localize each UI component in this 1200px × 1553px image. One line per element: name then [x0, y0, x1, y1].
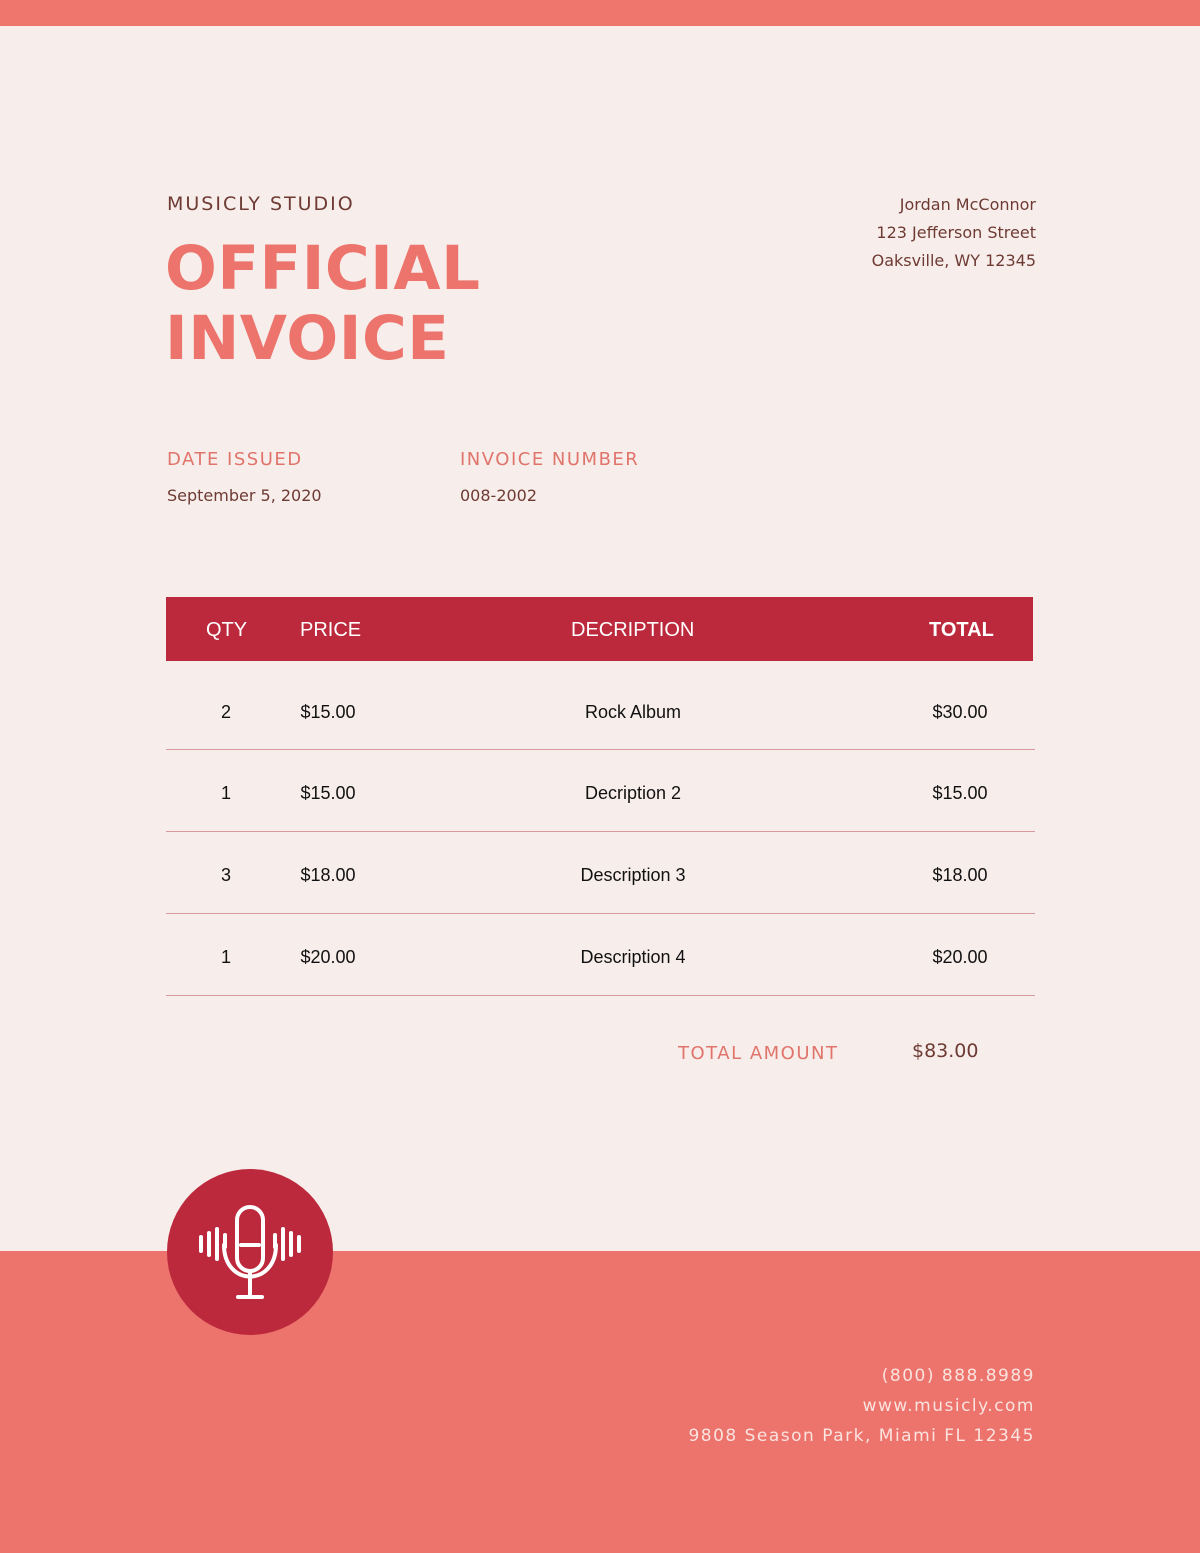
- company-name: MUSICLY STUDIO: [167, 193, 355, 215]
- row-price: $20.00: [300, 947, 356, 967]
- header-description: DECRIPTION: [571, 619, 695, 641]
- row-total: $20.00: [932, 947, 988, 967]
- date-issued-value: September 5, 2020: [167, 486, 322, 505]
- table-row: [166, 661, 1035, 750]
- invoice-number-label: INVOICE NUMBER: [460, 449, 640, 470]
- contact-phone: (800) 888.8989: [881, 1366, 1035, 1386]
- bill-to-address: [872, 191, 1036, 275]
- row-price: $18.00: [300, 865, 356, 885]
- header-qty: QTY: [206, 619, 248, 641]
- row-description: Rock Album: [584, 702, 682, 722]
- row-total: $15.00: [932, 783, 988, 803]
- row-total: $30.00: [932, 702, 988, 722]
- invoice-number-value: 008-2002: [460, 486, 538, 505]
- invoice-title: [165, 234, 480, 374]
- total-amount-value: $83.00: [912, 1040, 979, 1062]
- date-issued-label: DATE ISSUED: [167, 449, 303, 470]
- row-qty: 1: [220, 783, 232, 803]
- row-description: Decription 2: [584, 783, 682, 803]
- total-amount-label: TOTAL AMOUNT: [678, 1043, 839, 1064]
- table-row: [166, 750, 1035, 832]
- invoice-title-line-1: OFFICIAL: [165, 233, 481, 304]
- row-description: Description 3: [580, 865, 686, 885]
- row-qty: 1: [220, 947, 232, 967]
- contact-info: [688, 1361, 1035, 1451]
- bill-to-street: 123 Jefferson Street: [876, 223, 1036, 242]
- studio-logo: [167, 1169, 333, 1335]
- table-row: [166, 832, 1035, 914]
- row-price: $15.00: [300, 702, 356, 722]
- header-total: TOTAL: [929, 619, 994, 641]
- table-header: [166, 597, 1033, 661]
- bill-to-city: Oaksville, WY 12345: [871, 251, 1036, 270]
- row-description: Description 4: [580, 947, 686, 967]
- top-accent-bar: [0, 0, 1200, 26]
- contact-address: 9808 Season Park, Miami FL 12345: [688, 1426, 1035, 1446]
- header-price: PRICE: [300, 619, 362, 641]
- contact-website: www.musicly.com: [862, 1396, 1035, 1416]
- invoice-table: [166, 597, 1035, 996]
- invoice-title-line-2: INVOICE: [165, 303, 450, 374]
- row-qty: 3: [220, 865, 232, 885]
- bill-to-name: Jordan McConnor: [899, 195, 1036, 214]
- table-row: [166, 914, 1035, 996]
- row-price: $15.00: [300, 783, 356, 803]
- row-total: $18.00: [932, 865, 988, 885]
- microphone-sound-wave-icon: [167, 1169, 333, 1335]
- row-qty: 2: [220, 702, 232, 722]
